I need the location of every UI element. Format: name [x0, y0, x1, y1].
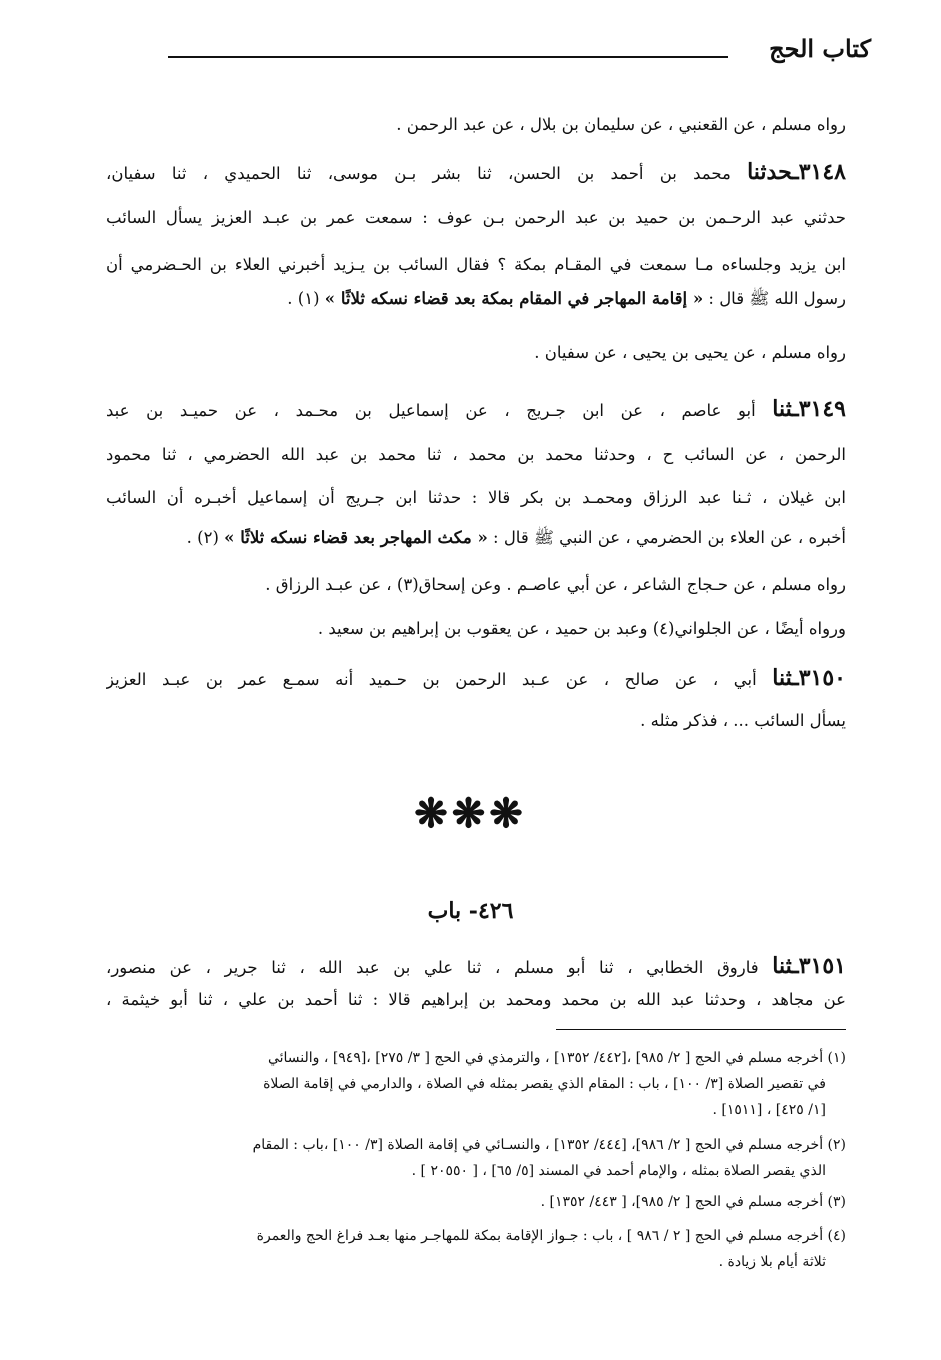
hadith-text: محمد بن أحمد بن الحسن، ثنا بشر بـن موسى، ثنا الحميدي ، ثنا سفيان، [106, 164, 748, 183]
hadith-3148-line-2: حدثني عبد الرحـمن بن حميد بن عبد الرحمن بـن عوف : سمعت عمر بن عبـد العزيز يسأل السائب [106, 208, 846, 227]
footnote-1-line-1: (١) أخرجه مسلم في الحج [ ٢/ ٩٨٥] ،[٤٤٢/ ١٣٥٢] ، والترمذي في الحج [ ٣/ ٢٧٥] ،[٩٤٩] ، والنسائي [267, 1050, 846, 1066]
footnote-1-line-3: [١/ ٤٢٥] ، [١٥١١] . [712, 1102, 826, 1118]
hadith-3148-line-4 [106, 284, 846, 314]
hadith-number: ٣١٤٨ـ [792, 159, 846, 185]
running-header-title: كتاب الحج [769, 34, 871, 63]
footnote-2-line-1: (٢) أخرجه مسلم في الحج [ ٢/ ٩٨٦]، [٤٤٤/ ١٣٥٢] ، والنسـائي في إقامة الصلاة [٣/ ١٠٠] ،باب : المقام [252, 1137, 846, 1153]
footnote-4-line-2: ثلاثة أيام بلا زيادة . [718, 1254, 826, 1270]
hadith-3149-line-1 [106, 394, 846, 424]
hadith-text: أبي ، عن صالح ، عن عـبد الرحمن بن حـميد أنه سمـع عمر بن عبـد العزيز [106, 670, 773, 689]
hadith-3149-line-3: ابن غيلان ، ثـنا عبد الرزاق ومحمـد بن بكر قالا : حدثنا ابن جـريج أن إسماعيل أخبـره أن السائب [106, 488, 846, 507]
hadith-opening-word: ثنا [772, 665, 793, 691]
hadith-3148-line-1 [106, 157, 846, 187]
hadith-number: ٣١٥٠ـ [792, 665, 846, 691]
footnote-ref: (١) . [287, 289, 325, 308]
hadith-opening-word: حدثنا [747, 159, 793, 185]
hadith-3150-line-2: يسأل السائب ... ، فذكر مثله . [640, 711, 846, 730]
narration-line: رواه مسلم ، عن القعنبي ، عن سليمان بن بلال ، عن عبد الرحمن . [396, 115, 846, 134]
footnote-1-line-2: في تقصير الصلاة [٣/ ١٠٠] ، باب : المقام الذي يقصر بمثله في الصلاة ، والدارمي في إقامة الصلاة [263, 1076, 826, 1092]
footnote-2-line-2: الذي يقصر الصلاة بمثله ، والإمام أحمد في المسند [٥/ ٦٥] ، [ ٢٠٥٥٠ ] . [411, 1163, 826, 1179]
hadith-3151-line-2: عن مجاهد ، وحدثنا عبد الله بن محمد ومحمد بن إبراهيم قالا : ثنا أحمد بن علي ، ثنا أبو خيثمة ، [106, 990, 846, 1009]
hadith-text: رسول الله ﷺ قال : [703, 289, 846, 308]
footnote-3-line-1: (٣) أخرجه مسلم في الحج [ ٢/ ٩٨٥]، [ ٤٤٣/ ١٣٥٢] . [540, 1194, 846, 1210]
hadith-opening-word: ثنا [772, 953, 793, 979]
narration-line: رواه مسلم ، عن حـجاج الشاعر ، عن أبي عاصـم . وعن إسحاق(٣) ، عن عبـد الرزاق . [265, 575, 846, 594]
prophetic-saying: « إقامة المهاجر في المقام بمكة بعد قضاء نسكه ثلاثًا » [324, 289, 704, 308]
footnote-4-line-1: (٤) أخرجه مسلم في الحج [ ٢ / ٩٨٦ ] ، باب : جـواز الإقامة بمكة للمهاجـر منها بعـد فراغ الحج والعمرة [256, 1228, 846, 1244]
hadith-3151-line-1 [106, 951, 846, 981]
narration-line: ورواه أيضًا ، عن الجلواني(٤) وعبد بن حميد ، عن يعقوب بن إبراهيم بن سعيد . [317, 619, 846, 638]
hadith-3149-line-4 [106, 523, 846, 553]
hadith-3150-line-1 [106, 663, 846, 693]
header-rule [168, 56, 728, 58]
hadith-text: أبو عاصم ، عن ابن جـريج ، عن إسماعيل بن محـمد ، عن حميـد بن عبد [106, 401, 773, 420]
hadith-3148-line-3: ابن يزيد وجلساءه مـا سمعت في المقـام بمكة ؟ فقال السائب بن يـزيد أخبرني العلاء بن الحـضرمي أن [106, 255, 846, 274]
hadith-text: أخبره ، عن العلاء بن الحضرمي ، عن النبي ﷺ قال : [487, 528, 846, 547]
hadith-text: فاروق الخطابي ، ثنا أبو مسلم ، ثنا علي بن عبد الله ، ثنا جرير ، عن منصور، [106, 958, 773, 977]
hadith-number: ٣١٥١ـ [792, 953, 846, 979]
footnote-ref: (٢) . [186, 528, 225, 547]
footnote-rule [556, 1029, 846, 1030]
chapter-heading: ٤٢٦- باب [427, 898, 514, 924]
section-divider-stars: ❋❋❋ [414, 790, 527, 837]
hadith-3149-line-2: الرحمن ، عن السائب ح ، وحدثنا محمد بن محمد ، ثنا محمد بن عبد الله الحضرمي ، ثنا محمود [106, 445, 846, 464]
narration-line: رواه مسلم ، عن يحيى بن يحيى ، عن سفيان . [534, 343, 846, 362]
prophetic-saying: « مكث المهاجر بعد قضاء نسكه ثلاثًا » [224, 528, 488, 547]
hadith-number: ٣١٤٩ـ [792, 396, 846, 422]
hadith-opening-word: ثنا [772, 396, 793, 422]
